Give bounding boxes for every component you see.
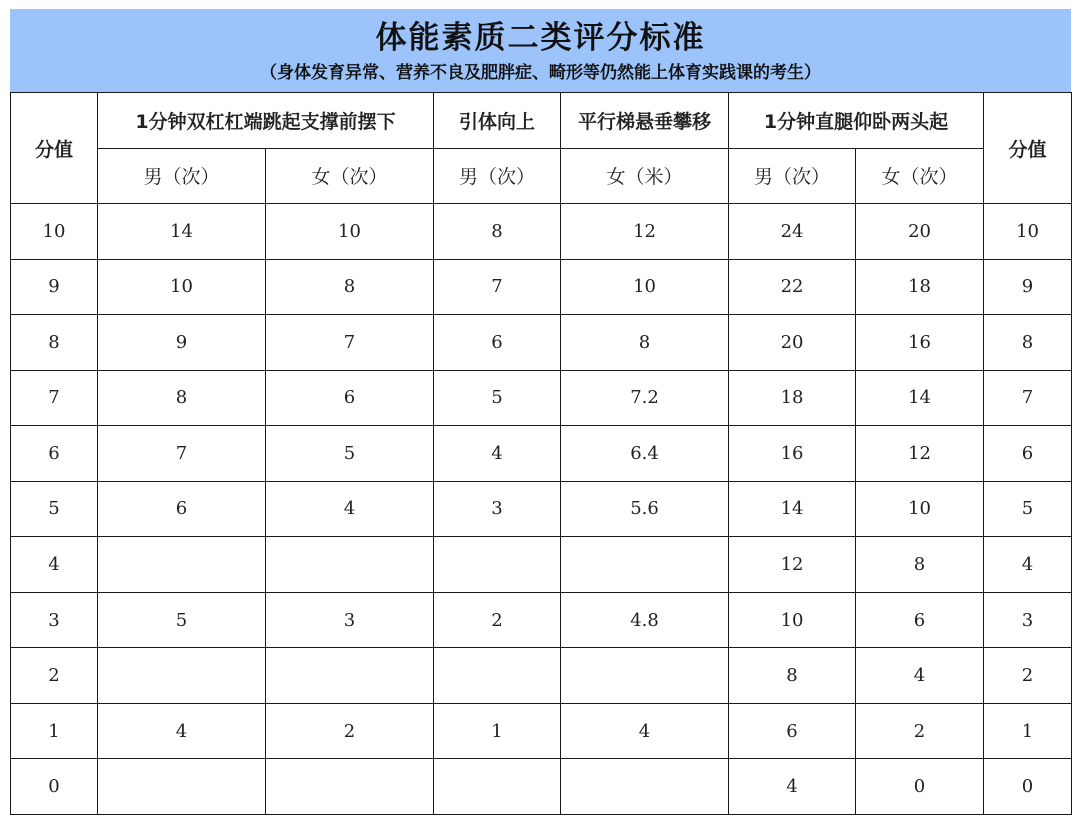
event-header-v-ups: 1分钟直腿仰卧两头起 bbox=[729, 93, 984, 149]
value-cell bbox=[434, 648, 561, 704]
score-cell-right: 2 bbox=[984, 648, 1072, 704]
score-cell-left: 9 bbox=[11, 259, 98, 315]
value-cell: 5 bbox=[266, 426, 434, 482]
score-cell-right: 7 bbox=[984, 370, 1072, 426]
subheader-cell: 女（米） bbox=[561, 148, 729, 204]
event-header-pull-ups: 引体向上 bbox=[434, 93, 561, 149]
value-cell: 22 bbox=[729, 259, 856, 315]
table-row bbox=[11, 648, 1072, 704]
value-cell: 10 bbox=[856, 481, 984, 537]
value-cell: 18 bbox=[856, 259, 984, 315]
table-row bbox=[11, 259, 1072, 315]
value-cell: 14 bbox=[729, 481, 856, 537]
value-cell: 6 bbox=[856, 592, 984, 648]
score-column-header-right: 分值 bbox=[984, 93, 1072, 204]
table-row bbox=[11, 426, 1072, 482]
value-cell: 8 bbox=[266, 259, 434, 315]
value-cell bbox=[561, 537, 729, 593]
value-cell: 4 bbox=[434, 426, 561, 482]
subheader-cell: 男（次） bbox=[98, 148, 266, 204]
table-row bbox=[11, 370, 1072, 426]
value-cell: 14 bbox=[856, 370, 984, 426]
value-cell: 6 bbox=[434, 315, 561, 371]
value-cell: 8 bbox=[856, 537, 984, 593]
value-cell: 5 bbox=[434, 370, 561, 426]
subheader-cell: 女（次） bbox=[856, 148, 984, 204]
score-column-header-left: 分值 bbox=[11, 93, 98, 204]
value-cell: 9 bbox=[98, 315, 266, 371]
value-cell bbox=[266, 648, 434, 704]
value-cell: 14 bbox=[98, 204, 266, 260]
table-row bbox=[11, 315, 1072, 371]
value-cell: 7.2 bbox=[561, 370, 729, 426]
table-row bbox=[11, 759, 1072, 815]
subheader-cell: 女（次） bbox=[266, 148, 434, 204]
table-row bbox=[11, 703, 1072, 759]
value-cell: 0 bbox=[856, 759, 984, 815]
value-cell bbox=[266, 537, 434, 593]
value-cell: 2 bbox=[856, 703, 984, 759]
gender-unit-header-row bbox=[11, 148, 1072, 204]
value-cell: 10 bbox=[561, 259, 729, 315]
value-cell: 5 bbox=[98, 592, 266, 648]
score-cell-left: 7 bbox=[11, 370, 98, 426]
value-cell bbox=[434, 759, 561, 815]
table-row bbox=[11, 592, 1072, 648]
value-cell: 24 bbox=[729, 204, 856, 260]
value-cell bbox=[266, 759, 434, 815]
title-banner bbox=[10, 9, 1071, 92]
score-cell-right: 5 bbox=[984, 481, 1072, 537]
value-cell: 10 bbox=[266, 204, 434, 260]
value-cell: 7 bbox=[434, 259, 561, 315]
value-cell: 20 bbox=[856, 204, 984, 260]
value-cell: 7 bbox=[266, 315, 434, 371]
score-cell-left: 5 bbox=[11, 481, 98, 537]
subheader-cell: 男（次） bbox=[434, 148, 561, 204]
table-row bbox=[11, 204, 1072, 260]
value-cell: 16 bbox=[856, 315, 984, 371]
value-cell: 2 bbox=[266, 703, 434, 759]
value-cell bbox=[561, 759, 729, 815]
score-cell-right: 10 bbox=[984, 204, 1072, 260]
value-cell: 4 bbox=[561, 703, 729, 759]
event-header-ladder-traverse: 平行梯悬垂攀移 bbox=[561, 93, 729, 149]
value-cell: 6 bbox=[266, 370, 434, 426]
value-cell: 6 bbox=[729, 703, 856, 759]
value-cell: 18 bbox=[729, 370, 856, 426]
scoring-table bbox=[10, 92, 1072, 815]
value-cell: 2 bbox=[434, 592, 561, 648]
score-cell-right: 8 bbox=[984, 315, 1072, 371]
value-cell: 4 bbox=[856, 648, 984, 704]
value-cell: 8 bbox=[561, 315, 729, 371]
value-cell: 4.8 bbox=[561, 592, 729, 648]
score-cell-left: 2 bbox=[11, 648, 98, 704]
score-cell-left: 3 bbox=[11, 592, 98, 648]
page-subtitle: （身体发育异常、营养不良及肥胖症、畸形等仍然能上体育实践课的考生） bbox=[260, 63, 821, 83]
value-cell: 8 bbox=[98, 370, 266, 426]
value-cell: 1 bbox=[434, 703, 561, 759]
value-cell bbox=[98, 759, 266, 815]
score-cell-left: 4 bbox=[11, 537, 98, 593]
score-cell-left: 0 bbox=[11, 759, 98, 815]
score-cell-right: 6 bbox=[984, 426, 1072, 482]
scoring-standard-sheet bbox=[10, 9, 1071, 815]
subheader-cell: 男（次） bbox=[729, 148, 856, 204]
value-cell: 3 bbox=[434, 481, 561, 537]
value-cell: 7 bbox=[98, 426, 266, 482]
value-cell: 4 bbox=[98, 703, 266, 759]
score-cell-left: 8 bbox=[11, 315, 98, 371]
score-cell-left: 6 bbox=[11, 426, 98, 482]
score-cell-left: 10 bbox=[11, 204, 98, 260]
table-row bbox=[11, 481, 1072, 537]
value-cell: 10 bbox=[729, 592, 856, 648]
value-cell bbox=[561, 648, 729, 704]
score-cell-left: 1 bbox=[11, 703, 98, 759]
value-cell: 8 bbox=[434, 204, 561, 260]
value-cell: 16 bbox=[729, 426, 856, 482]
value-cell bbox=[434, 537, 561, 593]
value-cell: 4 bbox=[729, 759, 856, 815]
score-cell-right: 4 bbox=[984, 537, 1072, 593]
value-cell: 12 bbox=[729, 537, 856, 593]
value-cell bbox=[98, 537, 266, 593]
value-cell: 8 bbox=[729, 648, 856, 704]
value-cell bbox=[98, 648, 266, 704]
table-row bbox=[11, 537, 1072, 593]
event-header-parallel-bars: 1分钟双杠杠端跳起支撑前摆下 bbox=[98, 93, 434, 149]
value-cell: 3 bbox=[266, 592, 434, 648]
score-cell-right: 9 bbox=[984, 259, 1072, 315]
page-title: 体能素质二类评分标准 bbox=[375, 20, 706, 56]
score-cell-right: 3 bbox=[984, 592, 1072, 648]
event-header-row bbox=[11, 93, 1072, 149]
value-cell: 5.6 bbox=[561, 481, 729, 537]
value-cell: 10 bbox=[98, 259, 266, 315]
value-cell: 20 bbox=[729, 315, 856, 371]
value-cell: 6 bbox=[98, 481, 266, 537]
score-cell-right: 1 bbox=[984, 703, 1072, 759]
value-cell: 12 bbox=[561, 204, 729, 260]
value-cell: 4 bbox=[266, 481, 434, 537]
score-cell-right: 0 bbox=[984, 759, 1072, 815]
value-cell: 12 bbox=[856, 426, 984, 482]
value-cell: 6.4 bbox=[561, 426, 729, 482]
